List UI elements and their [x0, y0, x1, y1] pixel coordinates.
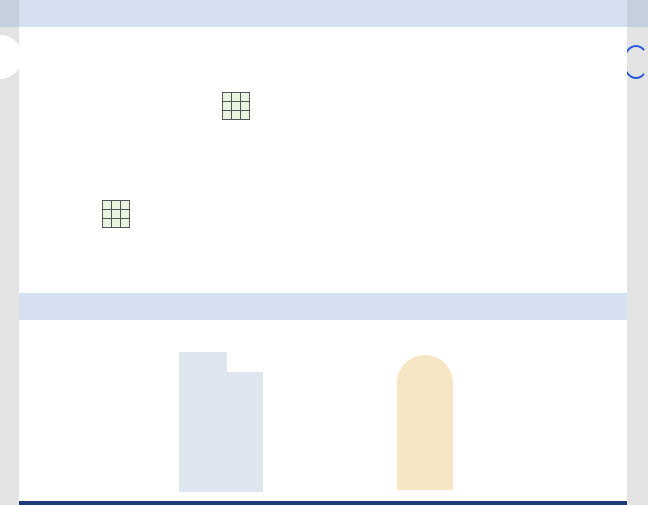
infographic	[19, 0, 627, 505]
inset-table-2025	[222, 92, 250, 120]
mall-graphic	[397, 355, 453, 490]
mhpi-banner	[19, 0, 627, 27]
office-shopping-banner	[19, 293, 627, 320]
inset-table-2021	[102, 200, 130, 228]
right-side-panel	[627, 0, 648, 505]
bottom-rule	[19, 501, 627, 505]
combo-chart-svg	[19, 60, 419, 245]
office-building-graphic	[179, 352, 227, 492]
left-side-panel	[0, 0, 19, 505]
mhpi-chart	[19, 60, 419, 290]
